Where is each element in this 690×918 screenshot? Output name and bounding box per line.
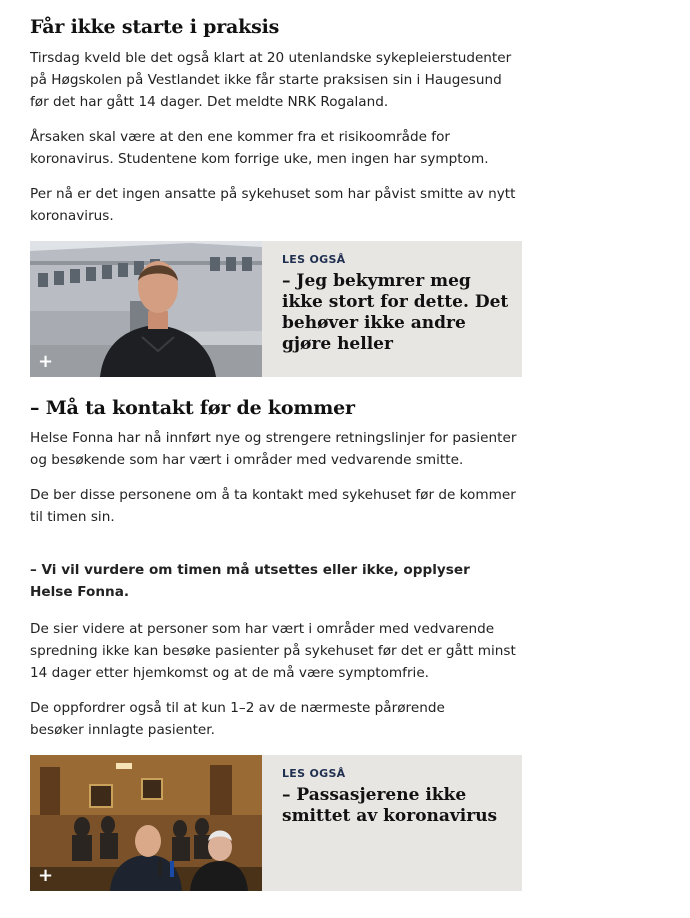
paragraph: Årsaken skal være at den ene kommer fra et risikoområde for koronavirus. Studentene kom forrige uke, men ingen har symptom. — [30, 129, 489, 167]
related-article-card[interactable] — [30, 241, 522, 377]
les-ogsa-label: LES OGSÅ — [282, 767, 346, 780]
expand-plus-icon[interactable]: + — [38, 865, 54, 886]
related-article-image[interactable] — [30, 755, 262, 891]
expand-plus-icon[interactable]: + — [38, 351, 54, 372]
related-article-title[interactable]: – Passasjerene ikke smittet av koronavirus — [282, 785, 498, 826]
related-article-title[interactable]: – Jeg bekymrer meg ikke stort for dette. Det behøver ikke andre gjøre heller — [282, 271, 509, 354]
paragraph: De oppfordrer også til at kun 1–2 av de nærmeste pårørende besøker innlagte pasienter. — [30, 700, 445, 738]
related-article-image[interactable] — [30, 241, 262, 377]
section-heading-kontakt: – Må ta kontakt før de kommer — [30, 397, 355, 419]
les-ogsa-label: LES OGSÅ — [282, 253, 346, 266]
paragraph: Helse Fonna har nå innført nye og strengere retningslinjer for pasienter og besøkende som har vært i områder med vedvarende smitte. — [30, 430, 517, 468]
related-article-card[interactable] — [30, 755, 522, 891]
paragraph: Per nå er det ingen ansatte på sykehuset som har påvist smitte av nytt koronavirus. — [30, 186, 516, 224]
paragraph: De ber disse personene om å ta kontakt med sykehuset før de kommer til timen sin. — [30, 487, 516, 525]
press-conference-photo — [30, 755, 262, 891]
paragraph: Tirsdag kveld ble det også klart at 20 utenlandske sykepleierstudenter på Høgskolen på Vestlandet ikke får starte praksisen sin i Haugesund før det har gått 14 dager. Det meldte NRK Rogaland. — [30, 50, 512, 110]
paragraph: De sier videre at personer som har vært i områder med vedvarende spredning ikke kan besøke pasienter på sykehuset før det er gått minst 14 dager etter hjemkomst og at de må være symptomfrie. — [30, 621, 516, 681]
portrait-photo — [30, 241, 262, 377]
section-heading-praksis: Får ikke starte i praksis — [30, 16, 280, 38]
quote-paragraph: – Vi vil vurdere om timen må utsettes eller ikke, opplyser Helse Fonna. — [30, 562, 470, 600]
